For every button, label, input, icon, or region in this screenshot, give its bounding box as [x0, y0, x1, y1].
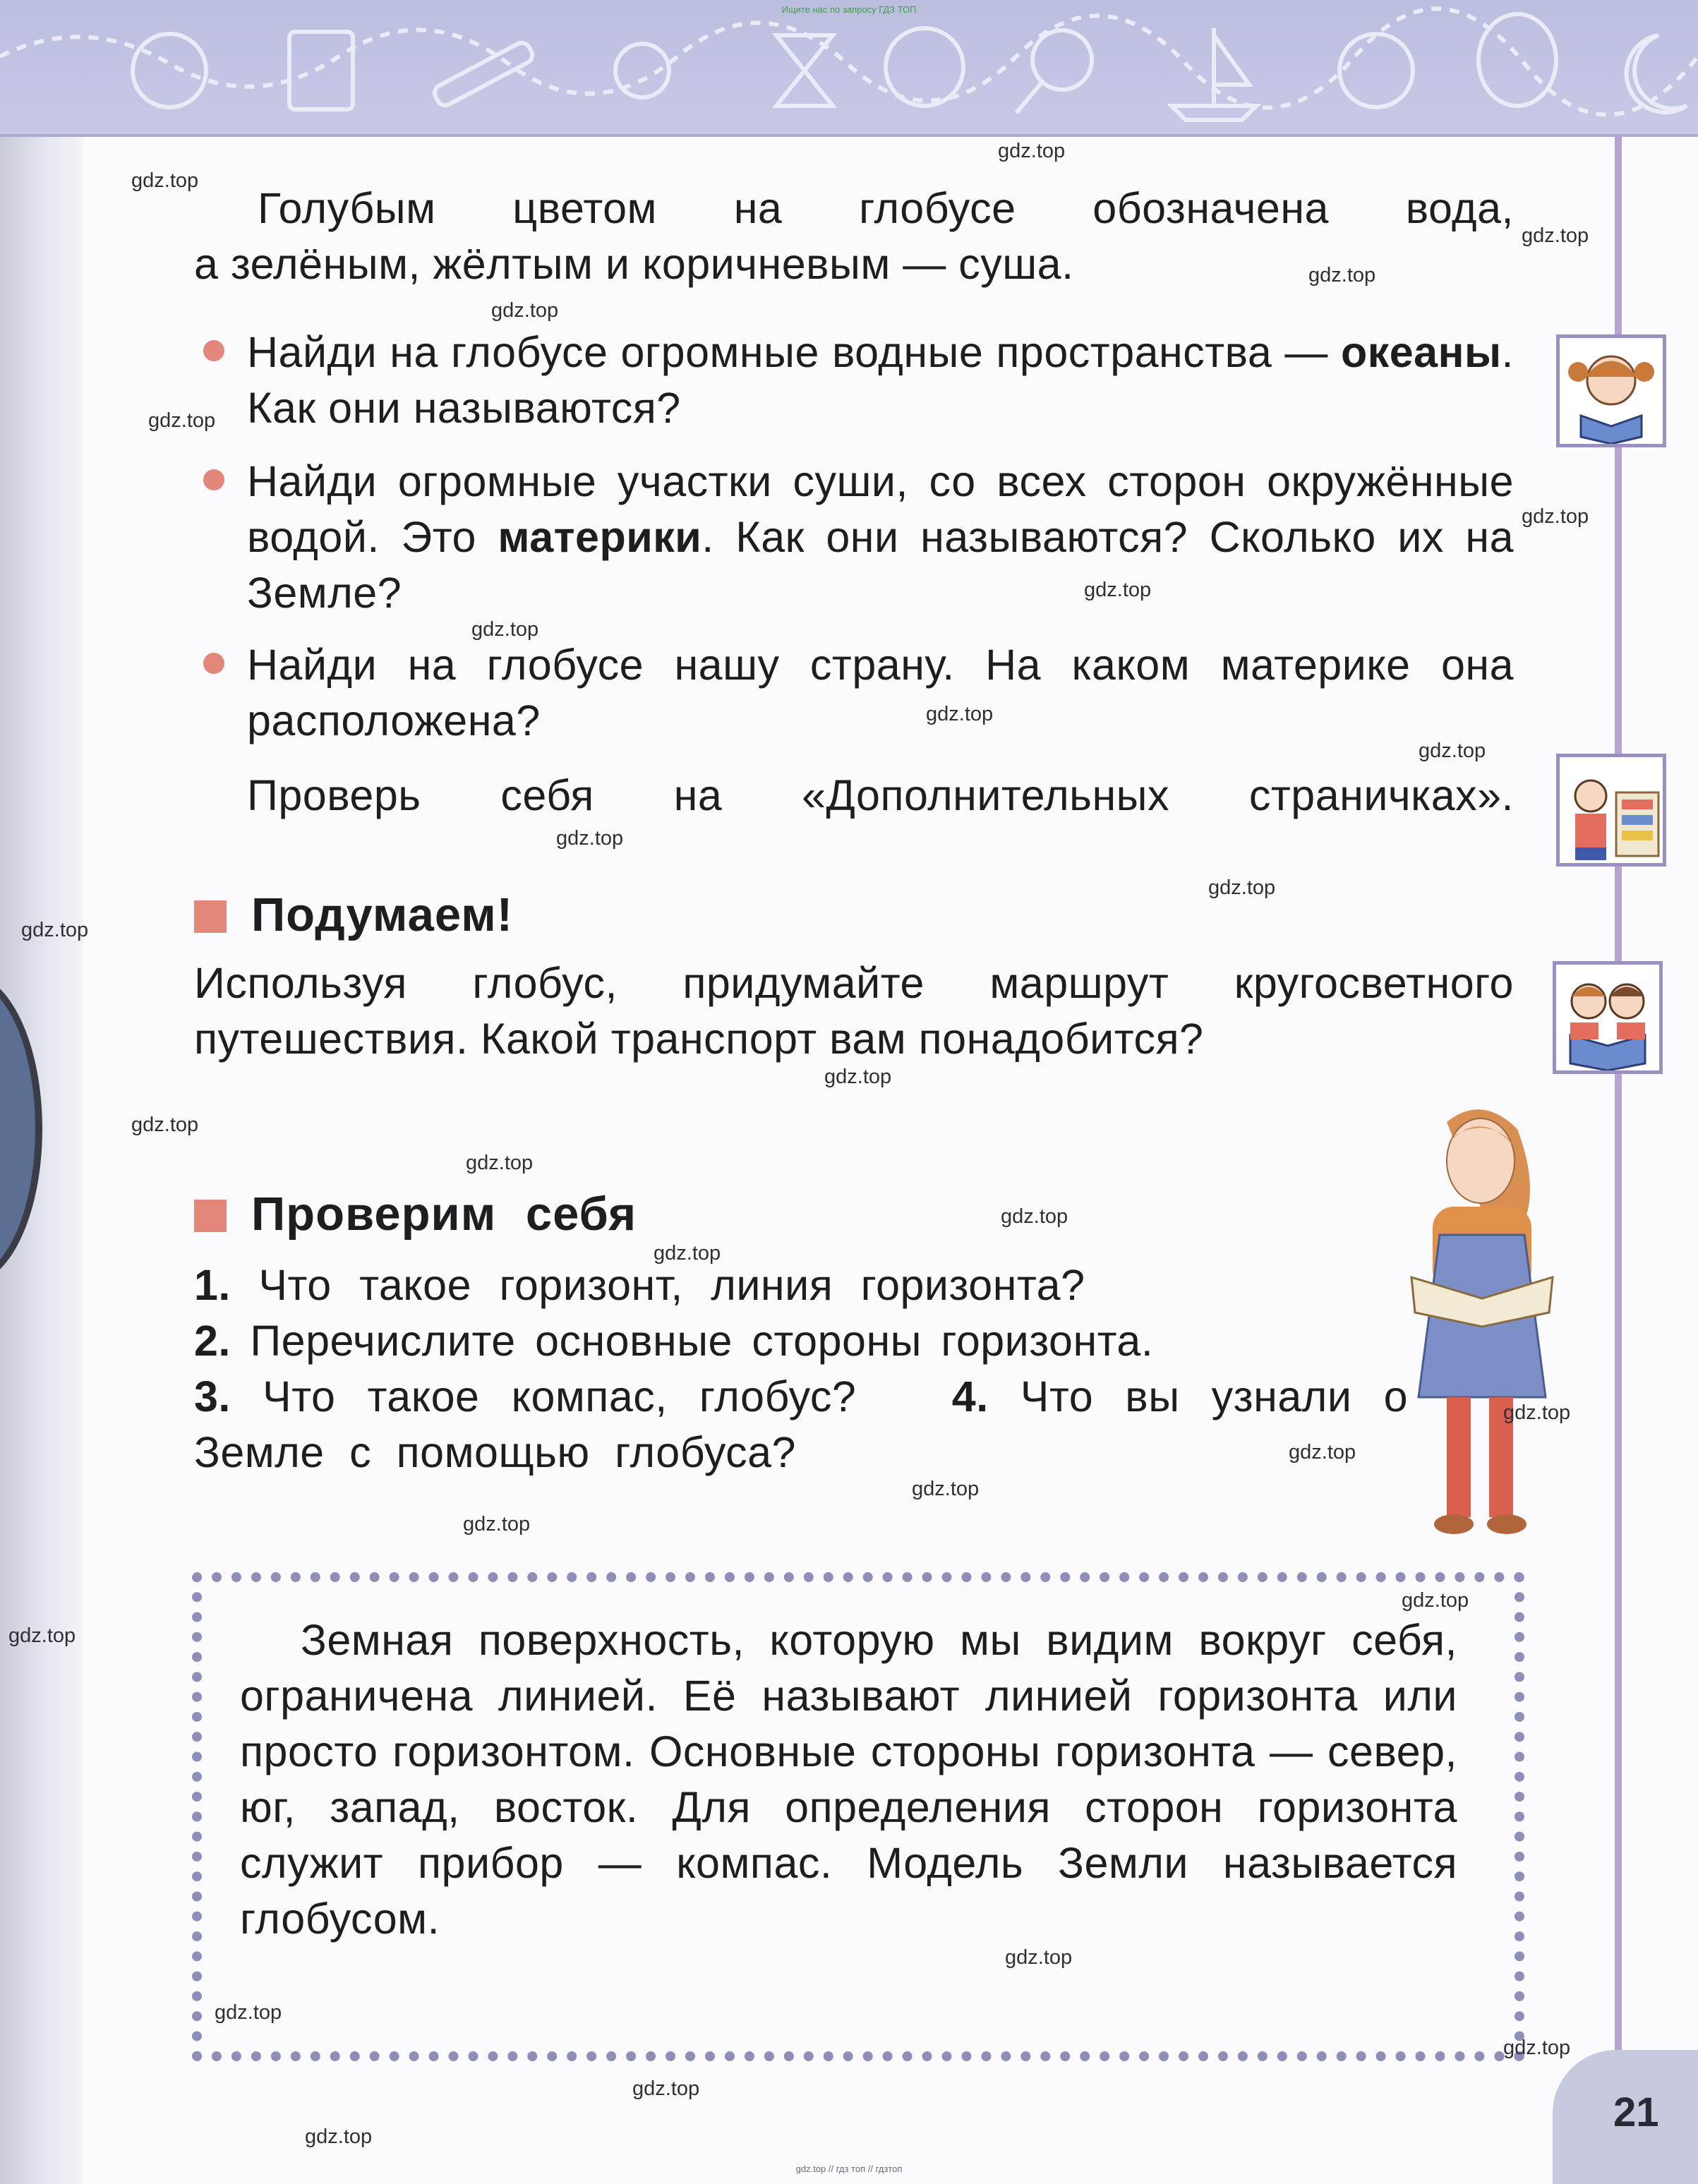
balloon-icon — [1479, 14, 1556, 106]
task-3-text: Найди на глобусе нашу страну. На каком материке она расположена? — [247, 641, 1514, 744]
watermark: gdz.top — [1419, 740, 1486, 762]
task-2-term: материки — [498, 513, 702, 561]
watermark: gdz.top — [305, 2125, 373, 2148]
watermark: gdz.top — [471, 618, 539, 641]
question-1-number: 1. — [194, 1261, 231, 1309]
two-kids-reading-icon — [1553, 961, 1663, 1074]
summary-text: Земная поверхность, которую мы видим вокруг себя, ограничена линией. Её называют линией горизонта или просто горизонтом. Основные стороны горизонта — север, юг, запад, восток. Для определения сторон горизонта служит прибор — компас. Модель Земли называется глобусом. — [240, 1616, 1457, 1943]
question-3-text: Что такое компас, глобус? — [263, 1372, 857, 1420]
task-1 — [247, 325, 1514, 436]
task-bullet-2 — [203, 469, 224, 490]
page-number: 21 — [1613, 2089, 1659, 2135]
question-4-text: Что вы узнали о Земле с помощью глобуса? — [194, 1372, 1409, 1476]
question-2-text: Перечислите основные стороны горизонта. — [250, 1317, 1154, 1365]
watermark: gdz.top — [1522, 505, 1589, 528]
watermark: gdz.top — [926, 703, 994, 725]
reading-girl-icon — [1556, 334, 1666, 447]
watermark: gdz.top — [1289, 1441, 1356, 1464]
question-3-4 — [194, 1369, 1408, 1480]
moon-icon — [1627, 35, 1687, 112]
magnifier-icon — [1032, 30, 1092, 90]
header-illustration-band — [0, 0, 1698, 137]
question-3-number: 3. — [194, 1372, 231, 1420]
watermark: gdz.top — [824, 1066, 892, 1088]
question-1-text: Что такое горизонт, линия горизонта? — [258, 1261, 1085, 1309]
think-square-marker — [194, 900, 227, 933]
thermometer-icon — [432, 40, 536, 109]
task-1-text: Найди на глобусе огромные водные пространства — — [247, 328, 1341, 376]
watermark: gdz.top — [1001, 1205, 1068, 1228]
check-link-text: Проверь себя на «Дополнительных страничках». — [247, 771, 1514, 819]
watermark: gdz.top — [8, 1624, 76, 1647]
task-2 — [247, 454, 1514, 621]
bottom-note: gdz.top // гдз топ // гдзтоп — [795, 2164, 903, 2174]
watermark: gdz.top — [131, 169, 199, 192]
watermark: gdz.top — [1308, 264, 1376, 286]
watermark: gdz.top — [1208, 876, 1276, 899]
hourglass-icon — [776, 35, 833, 106]
ship-icon — [1172, 28, 1256, 120]
watermark: gdz.top — [463, 1513, 531, 1536]
watermark: gdz.top — [1503, 1401, 1571, 1424]
watermark: gdz.top — [466, 1152, 534, 1174]
question-2 — [194, 1313, 1344, 1369]
intro-line-2: а зелёным, жёлтым и коричневым — суша. — [194, 240, 1074, 288]
watermark: gdz.top — [556, 827, 624, 850]
task-1-term: океаны — [1340, 328, 1502, 376]
question-1 — [194, 1257, 1344, 1313]
task-2-text-end: . Как они называются? Сколько их на Земле? — [247, 513, 1515, 617]
watermark: gdz.top — [1402, 1589, 1469, 1612]
question-4-number: 4. — [951, 1372, 989, 1420]
watermark: gdz.top — [1522, 224, 1589, 247]
task-3 — [247, 637, 1514, 749]
watermark: gdz.top — [1005, 1946, 1073, 1969]
watermark: gdz.top — [1084, 579, 1152, 601]
review-square-marker — [194, 1200, 227, 1232]
watermark: gdz.top — [491, 299, 559, 322]
think-title: Подумаем! — [251, 888, 514, 941]
task-bullet-1 — [203, 340, 224, 361]
question-2-number: 2. — [194, 1317, 231, 1365]
watermark: gdz.top — [21, 919, 89, 941]
watermark: gdz.top — [998, 140, 1066, 162]
top-note: Ищите нас по запросу ГДЗ ТОП — [781, 4, 917, 15]
task-2-text: Найди огромные участки суши, со всех сторон окружённые водой. Это — [247, 457, 1514, 561]
watermark: gdz.top — [131, 1114, 199, 1136]
watermark: gdz.top — [1503, 2037, 1571, 2059]
stopwatch-icon — [133, 34, 206, 107]
review-questions — [194, 1257, 1409, 1480]
task-bullet-3 — [203, 653, 224, 674]
girl-with-book-illustration — [1383, 1101, 1567, 1552]
header-icons — [0, 0, 1698, 134]
watermark: gdz.top — [912, 1478, 980, 1500]
calendar-icon — [289, 32, 353, 109]
boy-at-bookshelf-icon — [1556, 754, 1666, 867]
globe-icon — [886, 28, 963, 106]
watermark: gdz.top — [215, 2001, 282, 2024]
review-title: Проверим себя — [251, 1188, 637, 1241]
watermark: gdz.top — [654, 1242, 721, 1265]
compass-icon — [1339, 34, 1413, 107]
task-1-text-end: . Как они называются? — [247, 328, 1514, 432]
think-text: Используя глобус, придумайте маршрут кругосветного путешествия. Какой транспорт вам понадобится? — [194, 959, 1514, 1063]
watermark: gdz.top — [148, 409, 216, 432]
watermark: gdz.top — [632, 2077, 700, 2100]
intro-line-1: Голубым цветом на глобусе обозначена вода, — [258, 184, 1514, 232]
